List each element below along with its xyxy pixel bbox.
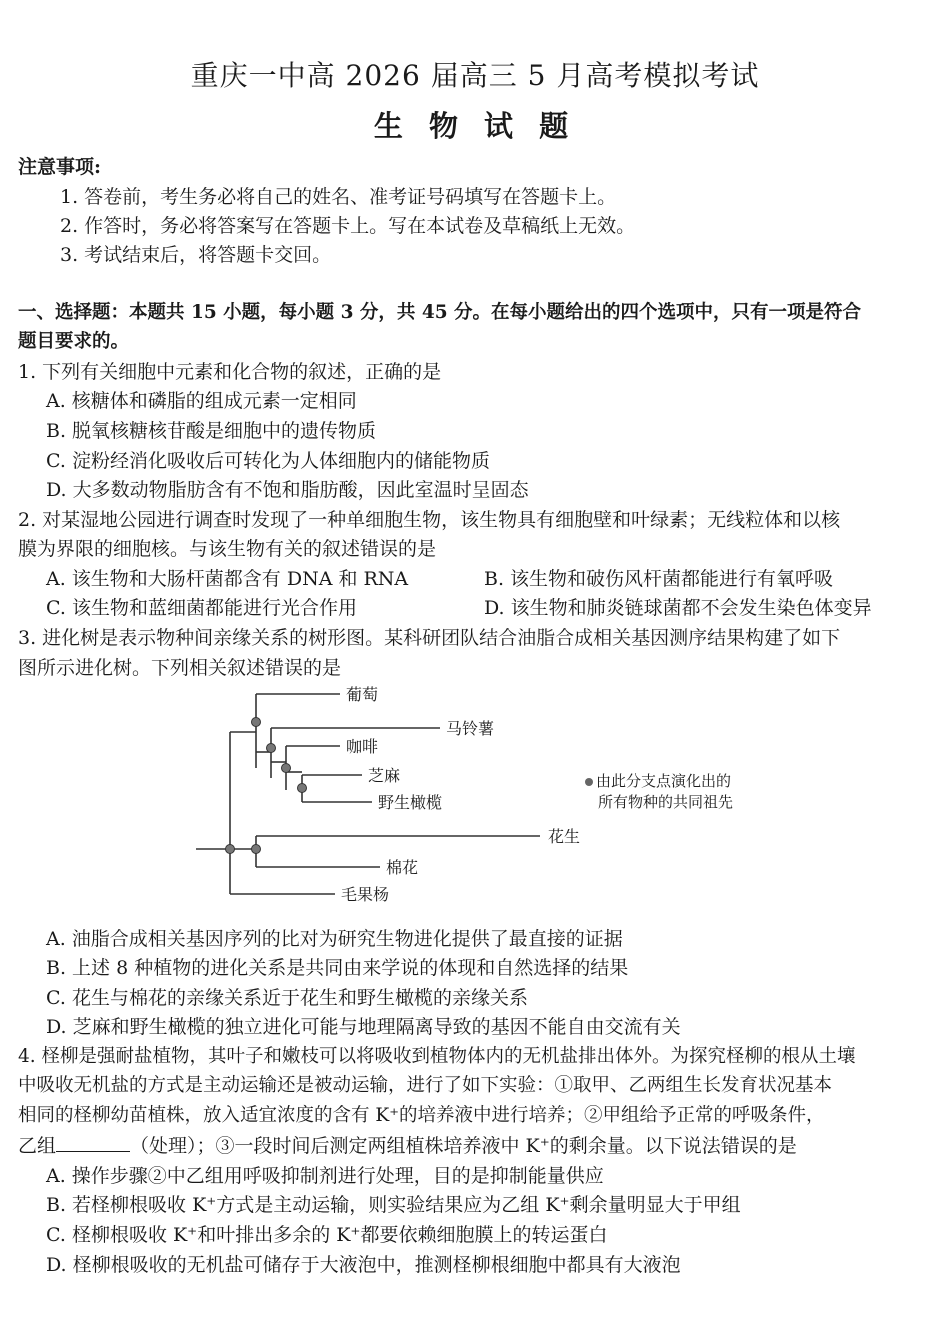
q3-stem-line2: 图所示进化树。下列相关叙述错误的是 xyxy=(18,657,342,679)
q2-option-d: D. 该生物和肺炎链球菌都不会发生染色体变异 xyxy=(484,597,872,619)
node-dot xyxy=(267,744,276,753)
species-label: 芝麻 xyxy=(368,766,401,785)
q4-option-c: C. 柽柳根吸收 K⁺和叶排出多余的 K⁺都要依赖细胞膜上的转运蛋白 xyxy=(46,1224,608,1246)
tree-legend xyxy=(585,771,733,813)
notice-item-1: 1. 答卷前，考生务必将自己的姓名、准考证号码填写在答题卡上。 xyxy=(60,186,617,208)
node-dot xyxy=(252,718,261,727)
q4-stem-line4-a: 乙组 xyxy=(18,1135,57,1157)
q4-stem-line4-b: （处理）；③一段时间后测定两组植株培养液中 K⁺的剩余量。以下说法错误的是 xyxy=(130,1135,797,1157)
section-heading-line2: 题目要求的。 xyxy=(18,331,130,352)
species-label: 葡萄 xyxy=(346,685,379,704)
node-dot xyxy=(298,784,307,793)
section-heading-line1: 一、选择题：本题共 15 小题，每小题 3 分，共 45 分。在每小题给出的四个选项中，只有一项是符合 xyxy=(18,302,862,323)
phylogenetic-tree xyxy=(0,680,950,920)
q4-option-b: B. 若柽柳根吸收 K⁺方式是主动运输，则实验结果应为乙组 K⁺剩余量明显大于甲组 xyxy=(46,1194,741,1216)
subject-title: 生 物 试 题 xyxy=(373,109,577,143)
species-label: 咖啡 xyxy=(346,737,379,756)
q4-stem-line1: 4. 柽柳是强耐盐植物，其叶子和嫩枝可以将吸收到植物体内的无机盐排出体外。为探究柽柳的根从土壤 xyxy=(18,1046,856,1067)
species-label: 花生 xyxy=(548,827,581,846)
q2-stem-line1: 2. 对某湿地公园进行调查时发现了一种单细胞生物，该生物具有细胞壁和叶绿素；无线粒体和以核 xyxy=(18,509,841,531)
q1-option-d: D. 大多数动物脂肪含有不饱和脂肪酸，因此室温时呈固态 xyxy=(46,479,529,501)
q2-stem-line2: 膜为界限的细胞核。与该生物有关的叙述错误的是 xyxy=(18,538,437,560)
q4-stem-line3: 相同的柽柳幼苗植株，放入适宜浓度的含有 K⁺的培养液中进行培养；②甲组给予正常的呼吸条件， xyxy=(18,1105,825,1126)
node-dot xyxy=(282,764,291,773)
legend-dot-icon xyxy=(585,778,593,786)
species-label: 野生橄榄 xyxy=(378,793,443,812)
node-dot xyxy=(252,845,261,854)
node-dot xyxy=(226,845,235,854)
species-label: 毛果杨 xyxy=(341,885,390,904)
q1-option-b: B. 脱氧核糖核苷酸是细胞中的遗传物质 xyxy=(46,420,377,442)
q4-option-d: D. 柽柳根吸收的无机盐可储存于大液泡中，推测柽柳根细胞中都具有大液泡 xyxy=(46,1254,681,1276)
q1-stem: 1. 下列有关细胞中元素和化合物的叙述，正确的是 xyxy=(18,361,442,383)
legend-line1: 由此分支点演化出的 xyxy=(596,772,732,790)
species-label: 马铃薯 xyxy=(446,719,495,738)
q4-stem-line2: 中吸收无机盐的方式是主动运输还是被动运输，进行了如下实验：①取甲、乙两组生长发育状况基本 xyxy=(18,1075,833,1096)
species-label: 棉花 xyxy=(386,858,419,877)
q3-stem-line1: 3. 进化树是表示物种间亲缘关系的树形图。某科研团队结合油脂合成相关基因测序结果构建了如下 xyxy=(18,627,841,649)
q1-option-c: C. 淀粉经消化吸收后可转化为人体细胞内的储能物质 xyxy=(46,450,490,472)
q3-option-d: D. 芝麻和野生橄榄的独立进化可能与地理隔离导致的基因不能自由交流有关 xyxy=(46,1016,681,1038)
q4-stem-line4 xyxy=(18,1133,797,1159)
notice-heading: 注意事项: xyxy=(18,156,102,178)
q1-option-a: A. 核糖体和磷脂的组成元素一定相同 xyxy=(46,390,357,412)
q3-option-a: A. 油脂合成相关基因序列的比对为研究生物进化提供了最直接的证据 xyxy=(46,928,623,950)
q3-option-b: B. 上述 8 种植物的进化关系是共同由来学说的体现和自然选择的结果 xyxy=(46,957,629,979)
answer-blank xyxy=(56,1133,130,1152)
notice-item-2: 2. 作答时，务必将答案写在答题卡上。写在本试卷及草稿纸上无效。 xyxy=(60,215,636,237)
notice-item-3: 3. 考试结束后，将答题卡交回。 xyxy=(60,244,332,266)
q2-option-a: A. 该生物和大肠杆菌都含有 DNA 和 RNA xyxy=(46,568,409,590)
exam-title: 重庆一中高 2026 届高三 5 月高考模拟考试 xyxy=(190,59,760,92)
q4-option-a: A. 操作步骤②中乙组用呼吸抑制剂进行处理，目的是抑制能量供应 xyxy=(46,1165,604,1187)
q3-option-c: C. 花生与棉花的亲缘关系近于花生和野生橄榄的亲缘关系 xyxy=(46,987,528,1009)
q2-option-b: B. 该生物和破伤风杆菌都能进行有氧呼吸 xyxy=(484,568,834,590)
legend-line2: 所有物种的共同祖先 xyxy=(598,793,734,811)
q2-option-c: C. 该生物和蓝细菌都能进行光合作用 xyxy=(46,597,357,619)
